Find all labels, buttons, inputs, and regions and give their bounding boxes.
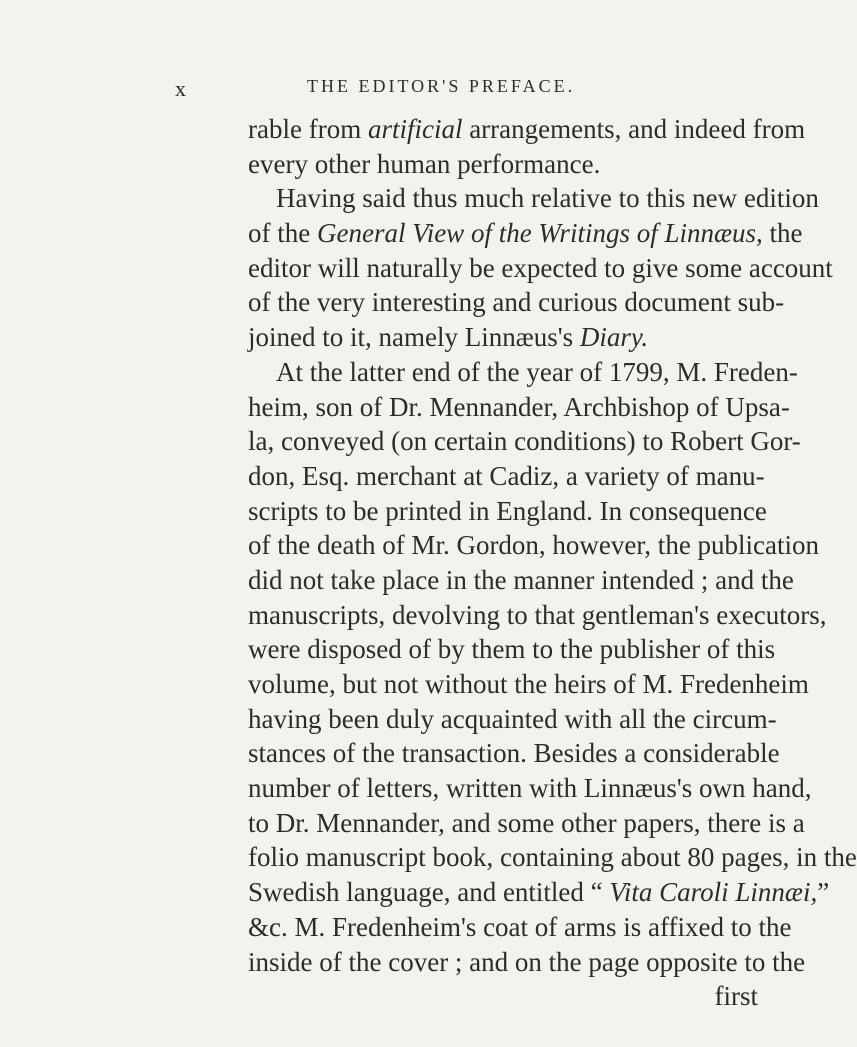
text-line <box>248 736 780 771</box>
text-line <box>248 910 792 945</box>
text-line <box>248 251 833 286</box>
text-line <box>248 840 857 875</box>
text-line <box>248 945 806 980</box>
text-line <box>248 112 806 147</box>
catchword <box>248 979 758 1014</box>
text-run: At the latter end of the year of 1799, M. Freden- <box>276 356 798 387</box>
text-run: Swedish language, and entitled “ <box>248 877 610 908</box>
text-line <box>248 390 790 425</box>
text-line <box>248 147 758 182</box>
text-run: of the death of Mr. Gordon, however, the publication <box>248 530 820 561</box>
text-line <box>248 598 827 633</box>
text-run: ” <box>817 877 830 908</box>
body-text <box>248 112 857 1014</box>
text-line <box>248 632 776 667</box>
running-title: THE EDITOR'S PREFACE. <box>307 76 576 96</box>
text-line <box>248 285 785 320</box>
text-run: first <box>714 981 758 1012</box>
text-run: rable from <box>248 114 368 144</box>
text-run: &c. M. Fredenheim's coat of arms is affixed to the <box>248 911 792 942</box>
text-line <box>248 875 830 910</box>
italic-text: Diary. <box>579 322 649 353</box>
text-line <box>248 216 803 251</box>
italic-text: General View of the Writings of Linnæus, <box>316 218 763 249</box>
text-run: heim, son of Dr. Mennander, Archbishop of Upsa- <box>248 391 790 422</box>
text-run: scripts to be printed in England. In consequence <box>248 495 767 526</box>
text-run: the <box>762 218 803 249</box>
text-run: of the very interesting and curious document sub- <box>248 287 785 318</box>
text-line <box>248 563 794 598</box>
text-line <box>248 494 767 529</box>
text-run: did not take place in the manner intended ; and the <box>248 564 794 595</box>
text-run: having been duly acquainted with all the circum- <box>248 703 777 734</box>
italic-text: artificial <box>367 114 463 144</box>
text-run: inside of the cover ; and on the page opposite to the <box>248 946 806 977</box>
page-number: x <box>175 76 187 101</box>
text-run: number of letters, written with Linnæus's own hand, <box>248 773 812 804</box>
text-run: to Dr. Mennander, and some other papers, there is a <box>248 807 805 838</box>
text-run: la, conveyed (on certain conditions) to Robert Gor- <box>248 426 801 457</box>
text-line <box>248 806 805 841</box>
text-line <box>248 702 777 737</box>
text-run: of the <box>248 218 317 249</box>
text-run: arrangements, and indeed from <box>462 114 806 144</box>
text-run: manuscripts, devolving to that gentleman's executors, <box>248 599 827 630</box>
text-run: folio manuscript book, containing about 80 pages, in the <box>248 842 857 873</box>
text-run: joined to it, namely Linnæus's <box>248 322 580 353</box>
text-run: stances of the transaction. Besides a considerable <box>248 738 780 769</box>
text-line <box>248 355 798 390</box>
running-head <box>175 76 725 106</box>
text-run: don, Esq. merchant at Cadiz, a variety of manu- <box>248 460 765 491</box>
text-line <box>248 424 801 459</box>
text-line <box>248 771 812 806</box>
text-run: volume, but not without the heirs of M. Fredenheim <box>248 669 809 699</box>
italic-text: Vita Caroli Linnæi, <box>609 877 818 908</box>
text-run: editor will naturally be expected to give some account <box>248 252 833 283</box>
text-run: were disposed of by them to the publisher of this <box>248 634 776 665</box>
text-line <box>248 181 819 216</box>
text-run: Having said thus much relative to this new edition <box>276 183 819 214</box>
text-line <box>248 459 765 494</box>
text-line <box>248 667 809 702</box>
text-line <box>248 528 820 563</box>
text-line <box>248 320 758 355</box>
text-run: every other human performance. <box>248 148 601 179</box>
